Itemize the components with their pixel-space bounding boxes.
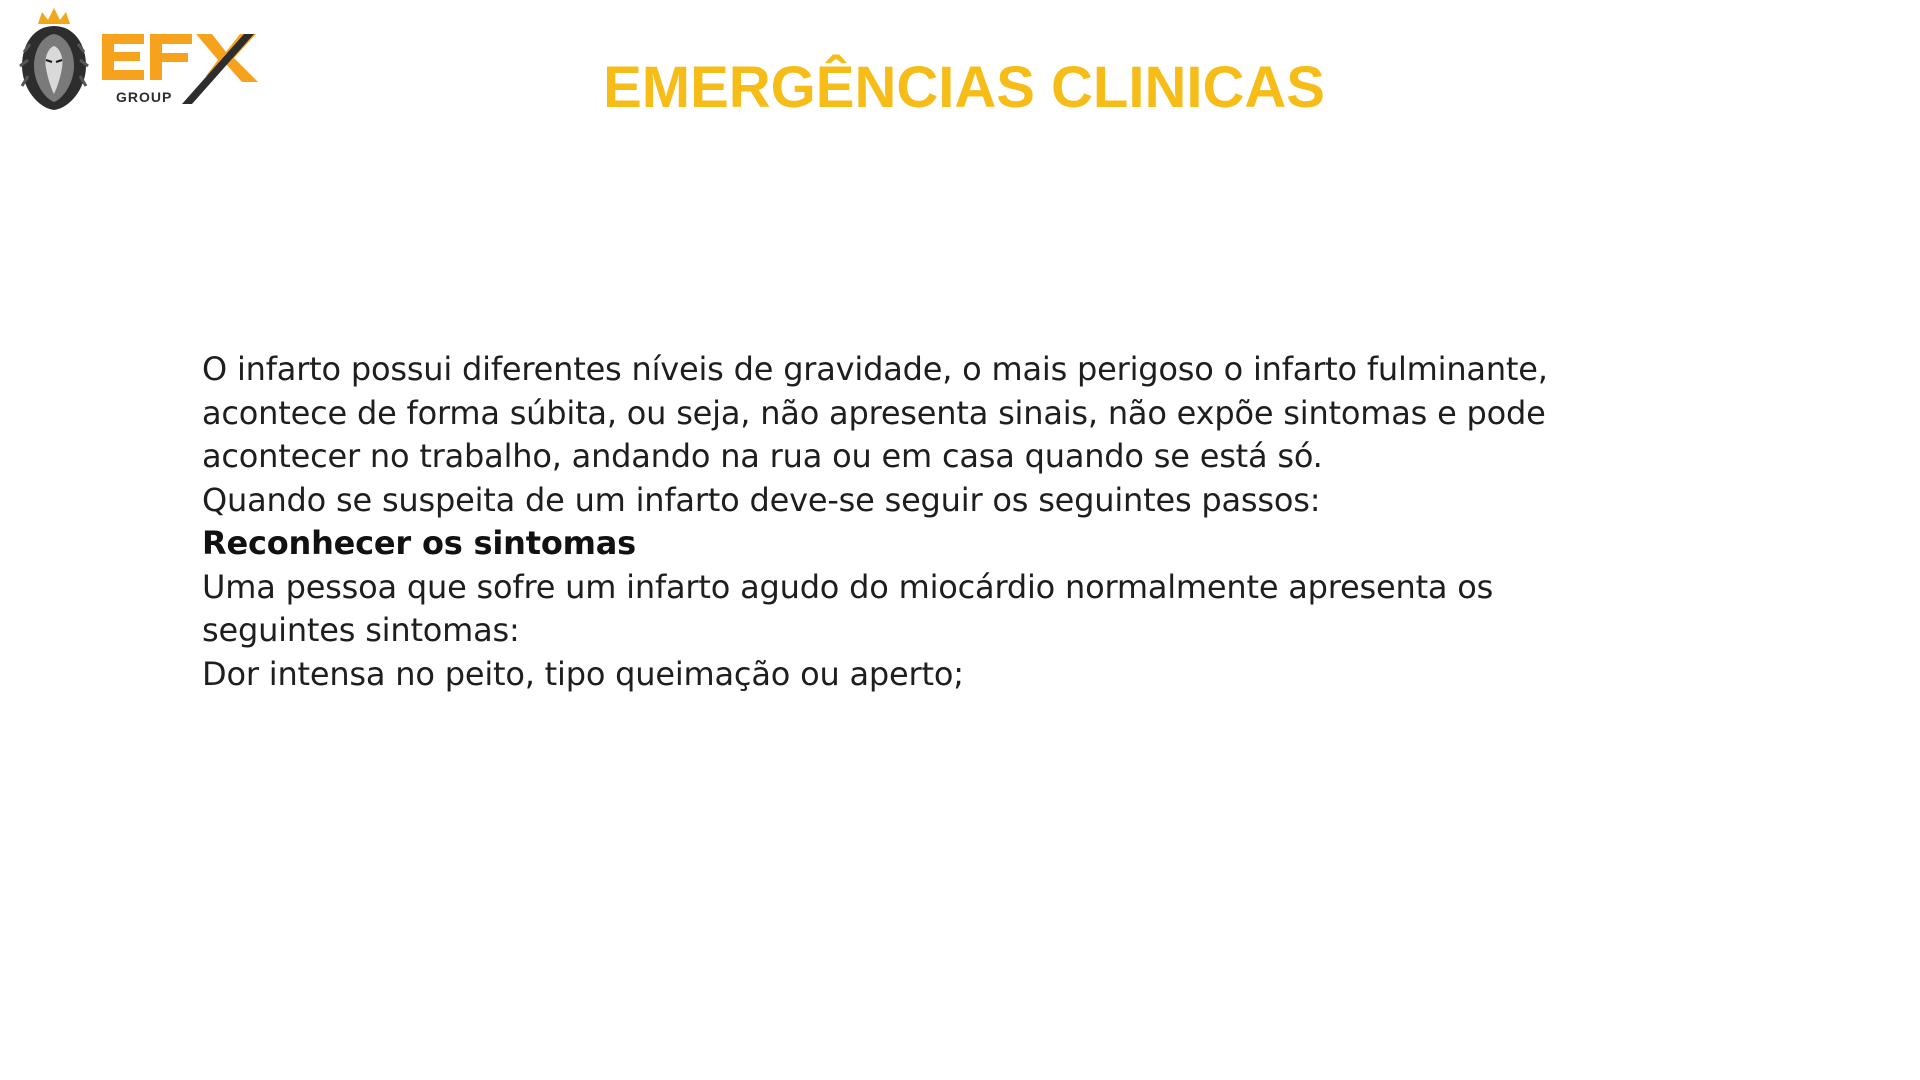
body-line: Quando se suspeita de um infarto deve-se seguir os seguintes passos: xyxy=(202,480,1321,519)
body-line: acontecer no trabalho, andando na rua ou em casa quando se está só. xyxy=(202,437,1323,475)
body-text xyxy=(202,348,1762,696)
page-title xyxy=(0,54,1920,121)
body-line: O infarto possui diferentes níveis de gravidade, o mais perigoso o infarto fulminante, xyxy=(202,350,1548,388)
body-line: Dor intensa no peito, tipo queimação ou aperto; xyxy=(202,654,964,693)
body-line: seguintes sintomas: xyxy=(202,611,520,649)
page-title-text: EMERGÊNCIAS CLINICAS xyxy=(603,55,1325,120)
body-line: acontece de forma súbita, ou seja, não apresenta sinais, não expõe sintomas e pode xyxy=(202,393,1546,432)
section-heading: Reconhecer os sintomas xyxy=(202,524,636,562)
body-line: Uma pessoa que sofre um infarto agudo do miocárdio normalmente apresenta os xyxy=(202,567,1494,606)
logo-group-text: GROUP xyxy=(116,89,173,105)
